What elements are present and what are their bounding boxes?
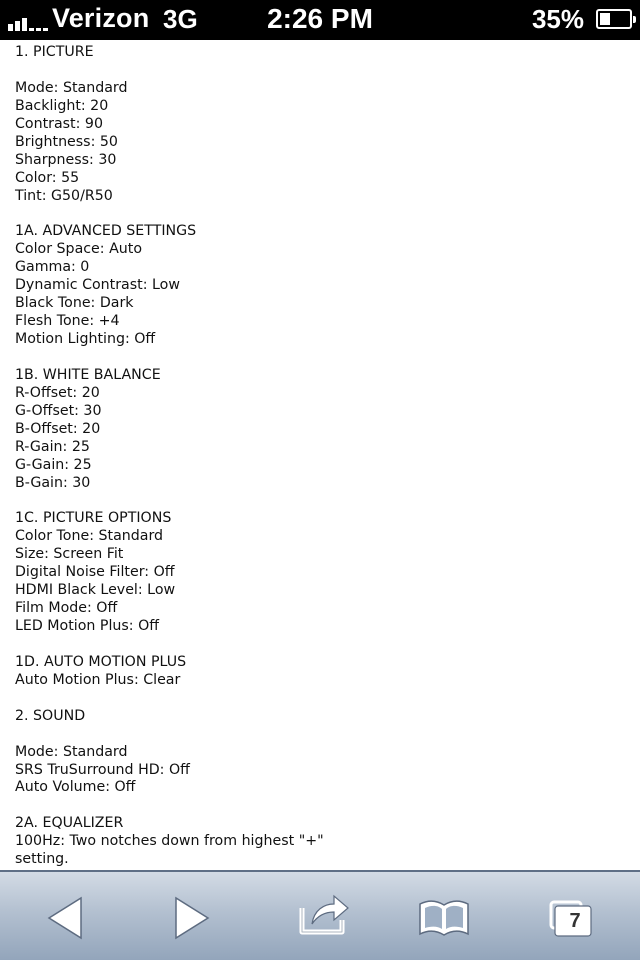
text-line: Mode: Standard xyxy=(15,79,128,96)
text-line: Brightness: 50 xyxy=(15,133,118,150)
share-button[interactable] xyxy=(272,872,372,960)
battery-icon xyxy=(596,9,632,29)
text-line: 1A. ADVANCED SETTINGS xyxy=(15,223,197,240)
text-line: Auto Motion Plus: Clear xyxy=(15,671,181,688)
share-icon xyxy=(272,872,372,960)
text-line: G-Offset: 30 xyxy=(15,402,102,419)
text-line: B-Gain: 30 xyxy=(15,474,91,491)
text-line: 1. PICTURE xyxy=(15,44,94,60)
text-line: Motion Lighting: Off xyxy=(15,331,156,347)
text-line: Film Mode: Off xyxy=(15,600,118,617)
carrier-name: Verizon xyxy=(52,3,150,33)
settings-text xyxy=(0,40,640,869)
browser-toolbar xyxy=(0,870,640,960)
text-line: setting. xyxy=(15,851,69,868)
text-line xyxy=(15,62,640,80)
forward-arrow-icon xyxy=(142,872,242,960)
text-line: 2. SOUND xyxy=(15,707,86,724)
text-line: 1C. PICTURE OPTIONS xyxy=(15,510,172,527)
text-line: Mode: Standard xyxy=(15,743,128,760)
text-line: Size: Screen Fit xyxy=(15,546,124,563)
text-line: 1B. WHITE BALANCE xyxy=(15,366,161,383)
text-line: R-Gain: 25 xyxy=(15,438,90,455)
battery-percentage: 35% xyxy=(531,4,584,34)
network-type: 3G xyxy=(163,4,198,34)
text-line: SRS TruSurround HD: Off xyxy=(15,761,190,778)
text-line: HDMI Black Level: Low xyxy=(15,582,176,599)
text-line: Contrast: 90 xyxy=(15,115,103,132)
text-line: Auto Volume: Off xyxy=(15,779,136,796)
text-line: Color: 55 xyxy=(15,169,80,186)
text-line xyxy=(15,492,640,510)
text-line: R-Offset: 20 xyxy=(15,384,100,401)
bookmarks-button[interactable] xyxy=(394,872,494,960)
back-arrow-icon xyxy=(15,872,115,960)
text-line xyxy=(15,205,640,223)
text-line: 1D. AUTO MOTION PLUS xyxy=(15,653,187,670)
text-line: Color Space: Auto xyxy=(15,241,143,258)
text-line: 2A. EQUALIZER xyxy=(15,815,124,832)
text-line: Tint: G50/R50 xyxy=(15,187,113,204)
text-line: Digital Noise Filter: Off xyxy=(15,564,175,581)
text-line: B-Offset: 20 xyxy=(15,420,101,437)
text-line: 100Hz: Two notches down from highest "+" xyxy=(15,833,324,850)
text-line: Flesh Tone: +4 xyxy=(15,313,120,330)
text-line xyxy=(15,726,640,744)
text-line: Backlight: 20 xyxy=(15,97,109,114)
text-line xyxy=(15,636,640,654)
tab-count-badge: 7 xyxy=(569,910,581,932)
bookmarks-icon xyxy=(394,872,494,960)
forward-button[interactable] xyxy=(142,872,242,960)
text-line: Black Tone: Dark xyxy=(15,295,134,312)
text-line: Color Tone: Standard xyxy=(15,528,164,545)
text-line: Gamma: 0 xyxy=(15,259,90,276)
text-line: Sharpness: 30 xyxy=(15,151,117,168)
status-time: 2:26 PM xyxy=(267,3,373,34)
status-bar xyxy=(0,0,640,40)
text-line: G-Gain: 25 xyxy=(15,456,92,473)
text-line: Dynamic Contrast: Low xyxy=(15,277,180,294)
text-line xyxy=(15,349,640,367)
back-button[interactable] xyxy=(15,872,115,960)
web-content[interactable] xyxy=(0,40,640,870)
text-line: LED Motion Plus: Off xyxy=(15,618,160,634)
text-line xyxy=(15,690,640,708)
text-line xyxy=(15,797,640,815)
